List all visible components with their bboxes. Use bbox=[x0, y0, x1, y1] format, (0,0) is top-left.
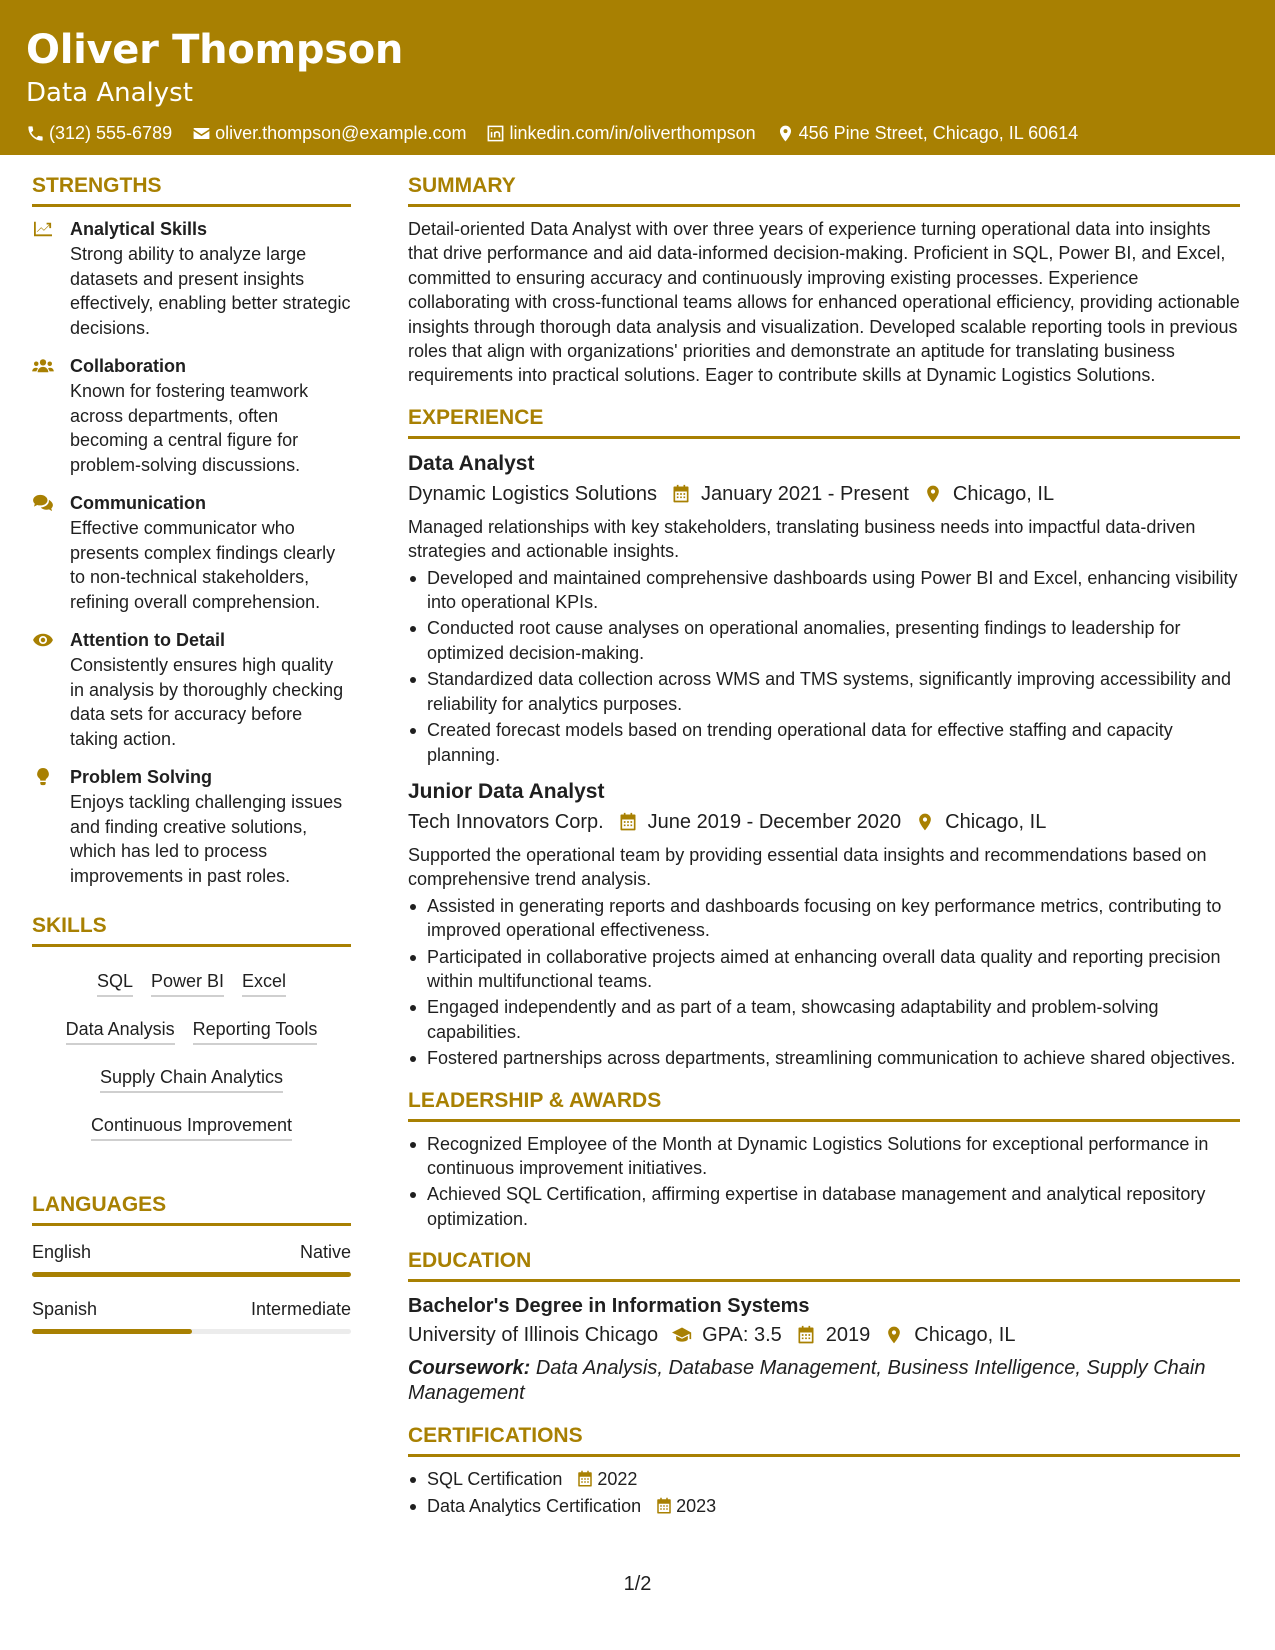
strength-title: Collaboration bbox=[70, 356, 186, 376]
job-location: Chicago, IL bbox=[945, 810, 1047, 833]
bullet-item: Developed and maintained comprehensive dashboards using Power BI and Excel, enhancing visibility into operational KPIs. bbox=[408, 566, 1240, 615]
map-pin-icon bbox=[915, 812, 935, 832]
linkedin-icon bbox=[486, 124, 505, 143]
linkedin-text: linkedin.com/in/oliverthompson bbox=[509, 123, 756, 143]
job-meta bbox=[408, 807, 1240, 837]
map-pin-icon bbox=[923, 484, 943, 504]
strength-title: Problem Solving bbox=[70, 767, 213, 787]
calendar-icon bbox=[576, 1470, 594, 1488]
job-location: Chicago, IL bbox=[952, 482, 1055, 505]
certification-year: 2023 bbox=[676, 1495, 717, 1516]
graduation-cap-icon bbox=[672, 1325, 692, 1345]
strength-desc: Enjoys tackling challenging issues and finding creative solutions, which has led to process improvements in past roles. bbox=[70, 792, 343, 886]
languages-heading: LANGUAGES bbox=[32, 1189, 351, 1226]
comments-icon bbox=[32, 494, 54, 512]
skill-tag: Power BI bbox=[151, 969, 224, 997]
grad-year-wrap bbox=[796, 1320, 871, 1350]
strength-title: Attention to Detail bbox=[70, 630, 225, 650]
calendar-icon bbox=[655, 1497, 673, 1515]
coursework-list: Data Analysis, Database Management, Business Intelligence, Supply Chain Management bbox=[408, 1357, 1206, 1405]
bullet-item: Engaged independently and as part of a team, showcasing adaptability and problem-solving capabilities. bbox=[408, 995, 1240, 1044]
job-location-wrap bbox=[923, 479, 1054, 509]
map-pin-icon bbox=[776, 124, 795, 143]
degree-title: Bachelor's Degree in Information Systems bbox=[408, 1295, 810, 1318]
language-name: English bbox=[32, 1242, 92, 1262]
job-title: Junior Data Analyst bbox=[408, 779, 605, 803]
phone-text: (312) 555-6789 bbox=[49, 123, 173, 143]
language-bar-fill bbox=[32, 1329, 192, 1334]
bullet-item: Created forecast models based on trending operational data for effective staffing and capacity planning. bbox=[408, 718, 1240, 767]
gpa-text: GPA: 3.5 bbox=[702, 1324, 782, 1347]
job-dates: June 2019 - December 2020 bbox=[647, 810, 902, 833]
calendar-icon bbox=[796, 1325, 816, 1345]
candidate-title: Data Analyst bbox=[26, 78, 193, 108]
job-title: Data Analyst bbox=[408, 451, 535, 475]
language-level: Native bbox=[299, 1242, 351, 1262]
strength-item bbox=[32, 491, 351, 614]
language-bar bbox=[32, 1272, 351, 1277]
certifications-heading: CERTIFICATIONS bbox=[408, 1420, 1240, 1457]
job-meta bbox=[408, 479, 1240, 509]
language-item bbox=[32, 1240, 351, 1277]
experience-heading: EXPERIENCE bbox=[408, 402, 1240, 439]
job-bullets bbox=[408, 566, 1240, 767]
strength-item bbox=[32, 217, 351, 340]
job-entry bbox=[408, 449, 1240, 767]
job-description: Supported the operational team by providing essential data insights and recommendations based on comprehensive trend analysis. bbox=[408, 844, 1207, 890]
strengths-heading: STRENGTHS bbox=[32, 170, 351, 207]
strength-desc: Effective communicator who presents complex findings clearly to non-technical stakeholders, refining overall comprehension. bbox=[70, 518, 336, 612]
job-bullets bbox=[408, 894, 1240, 1071]
skill-tag: Supply Chain Analytics bbox=[100, 1065, 283, 1093]
phone-icon bbox=[26, 124, 45, 143]
strength-item bbox=[32, 765, 351, 888]
leadership-list bbox=[408, 1132, 1240, 1232]
certification-year: 2022 bbox=[597, 1469, 638, 1490]
strength-item bbox=[32, 354, 351, 477]
certifications-list bbox=[408, 1467, 1240, 1518]
edu-location-wrap bbox=[884, 1320, 1015, 1350]
coursework bbox=[408, 1356, 1240, 1406]
language-name: Spanish bbox=[32, 1299, 98, 1319]
bullet-item: Participated in collaborative projects aimed at enhancing overall data quality and reporting precision within multifunctional teams. bbox=[408, 945, 1240, 994]
bullet-item: Fostered partnerships across departments, streamlining communication to achieve shared objectives. bbox=[408, 1046, 1240, 1070]
bullet-item: Achieved SQL Certification, affirming expertise in database management and analytical repository optimization. bbox=[408, 1182, 1240, 1231]
contact-phone[interactable] bbox=[26, 120, 172, 146]
leadership-heading: LEADERSHIP & AWARDS bbox=[408, 1085, 1240, 1122]
bullet-item: Standardized data collection across WMS and TMS systems, significantly improving accessibility and reliability for analytics purposes. bbox=[408, 667, 1240, 716]
education-meta bbox=[408, 1320, 1240, 1350]
contact-email[interactable] bbox=[192, 120, 466, 146]
skill-tag: Data Analysis bbox=[66, 1017, 175, 1045]
summary-text: Detail-oriented Data Analyst with over three years of experience turning operational data into insights that drive performance and aid data-informed decision-making. Proficient in SQL, Power BI, and Excel, committed to ensuring accuracy and continuously improving existing processes. Experience collaborating with cross-functional teams allows for enhanced operational efficiency, providing actionable insights through thorough data analysis and visualization. Developed scalable reporting tools in previous roles that align with organizations' priorities and demonstrate an aptitude for translating business requirements into practical solutions. Eager to contribute skills at Dynamic Logistics Solutions. bbox=[408, 219, 1240, 386]
bullet-item: Recognized Employee of the Month at Dynamic Logistics Solutions for exceptional performance in continuous improvement initiatives. bbox=[408, 1132, 1240, 1181]
certification-item bbox=[408, 1494, 1240, 1518]
coursework-label: Coursework: bbox=[408, 1357, 531, 1380]
resume-header bbox=[0, 0, 1275, 155]
contact-bar bbox=[26, 120, 1249, 146]
certification-item bbox=[408, 1467, 1240, 1491]
address-text: 456 Pine Street, Chicago, IL 60614 bbox=[798, 123, 1079, 143]
skill-tag: Reporting Tools bbox=[193, 1017, 318, 1045]
education-heading: EDUCATION bbox=[408, 1245, 1240, 1282]
page-number: 1/2 bbox=[623, 1573, 652, 1595]
calendar-icon bbox=[618, 812, 638, 832]
bullet-item: Assisted in generating reports and dashboards focusing on key performance metrics, contributing to improved operational effectiveness. bbox=[408, 894, 1240, 943]
users-icon bbox=[32, 357, 54, 375]
language-bar bbox=[32, 1329, 351, 1334]
map-pin-icon bbox=[884, 1325, 904, 1345]
candidate-name: Oliver Thompson bbox=[26, 27, 404, 73]
job-description: Managed relationships with key stakeholders, translating business needs into impactful data-driven strategies and actionable insights. bbox=[408, 516, 1196, 562]
skill-tag: Continuous Improvement bbox=[91, 1113, 292, 1141]
grad-year: 2019 bbox=[825, 1324, 871, 1347]
lightbulb-icon bbox=[32, 768, 54, 786]
job-company: Tech Innovators Corp. bbox=[408, 810, 604, 833]
skill-tag: SQL bbox=[97, 969, 133, 997]
job-location-wrap bbox=[915, 807, 1046, 837]
school-name: University of Illinois Chicago bbox=[408, 1324, 659, 1347]
job-entry bbox=[408, 777, 1240, 1071]
job-dates-wrap bbox=[671, 479, 909, 509]
contact-linkedin[interactable] bbox=[486, 120, 755, 146]
language-bar-fill bbox=[32, 1272, 351, 1277]
language-level: Intermediate bbox=[250, 1299, 351, 1319]
eye-icon bbox=[32, 631, 54, 649]
job-dates-wrap bbox=[618, 807, 902, 837]
right-column bbox=[408, 170, 1240, 1522]
calendar-icon bbox=[671, 484, 691, 504]
job-dates: January 2021 - Present bbox=[701, 482, 909, 505]
edu-location: Chicago, IL bbox=[914, 1324, 1016, 1347]
gpa-wrap bbox=[672, 1320, 782, 1350]
strength-desc: Consistently ensures high quality in analysis by thoroughly checking data sets for accuracy before taking action. bbox=[70, 655, 344, 749]
strength-desc: Known for fostering teamwork across departments, often becoming a central figure for problem-solving discussions. bbox=[70, 381, 309, 475]
summary-heading: SUMMARY bbox=[408, 170, 1240, 207]
strength-title: Analytical Skills bbox=[70, 219, 208, 239]
certification-name: Data Analytics Certification bbox=[427, 1495, 642, 1516]
strength-title: Communication bbox=[70, 493, 207, 513]
email-text: oliver.thompson@example.com bbox=[215, 123, 467, 143]
language-item bbox=[32, 1297, 351, 1334]
contact-address bbox=[776, 120, 1079, 146]
skill-tag: Excel bbox=[242, 969, 286, 997]
job-company: Dynamic Logistics Solutions bbox=[408, 482, 657, 505]
chart-line-icon bbox=[32, 220, 54, 238]
skills-heading: SKILLS bbox=[32, 910, 351, 947]
bullet-item: Conducted root cause analyses on operational anomalies, presenting findings to leadership for optimized decision-making. bbox=[408, 616, 1240, 665]
left-column bbox=[32, 170, 351, 1354]
strength-item bbox=[32, 628, 351, 751]
strength-desc: Strong ability to analyze large datasets and present insights effectively, enabling better strategic decisions. bbox=[70, 244, 351, 338]
envelope-icon bbox=[192, 124, 211, 143]
skills-list bbox=[32, 957, 351, 1167]
certification-name: SQL Certification bbox=[427, 1469, 563, 1490]
